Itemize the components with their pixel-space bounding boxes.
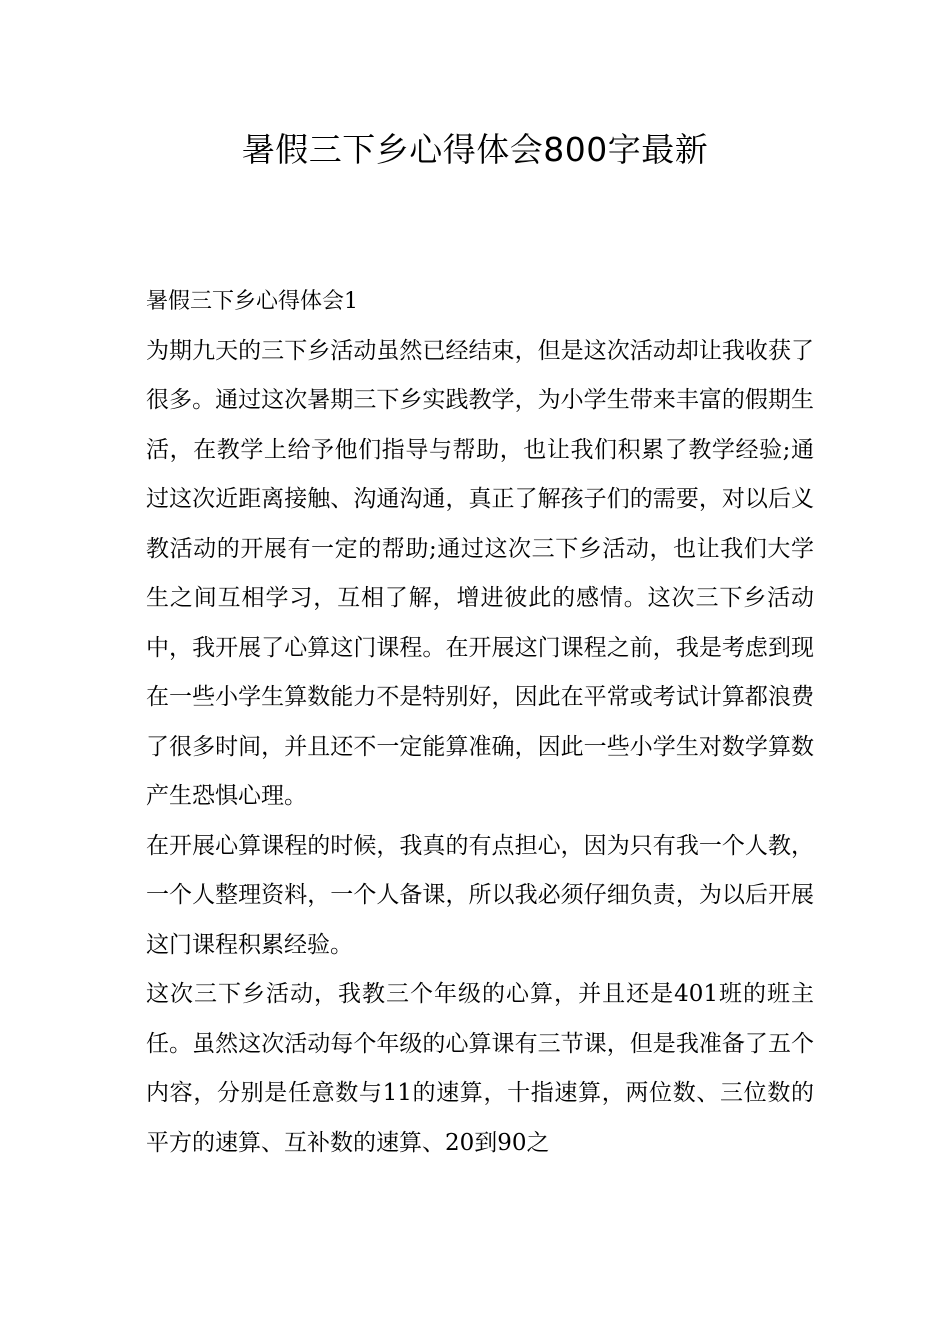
section-heading: 暑假三下乡心得体会1 xyxy=(146,289,358,314)
body-paragraph-2: 在开展心算课程的时候，我真的有点担心，因为只有我一个人教，一个人整理资料，一个人备课，所以我必须仔细负责，为以后开展这门课程积累经验。 xyxy=(146,832,814,958)
document-body xyxy=(146,277,814,1168)
document-title: 暑假三下乡心得体会800字最新 xyxy=(241,130,709,169)
body-paragraph-3: 这次三下乡活动，我教三个年级的心算，并且还是401班的班主任。虽然这次活动每个年级的心算课有三节课，但是我准备了五个内容，分别是任意数与11的速算，十指速算，两位数、三位数的平方的速算、互补数的速算、20到90之 xyxy=(146,981,814,1156)
body-paragraph-1: 为期九天的三下乡活动虽然已经结束，但是这次活动却让我收获了很多。通过这次暑期三下乡实践教学，为小学生带来丰富的假期生活，在教学上给予他们指导与帮助，也让我们积累了教学经验;通过这次近距离接触、沟通沟通，真正了解孩子们的需要，对以后义教活动的开展有一定的帮助;通过这次三下乡活动，也让我们大学生之间互相学习，互相了解，增进彼此的感情。这次三下乡活动中，我开展了心算这门课程。在开展这门课程之前，我是考虑到现在一些小学生算数能力不是特别好，因此在平常或考试计算都浪费了很多时间，并且还不一定能算准确，因此一些小学生对数学算数产生恐惧心理。 xyxy=(146,337,814,809)
